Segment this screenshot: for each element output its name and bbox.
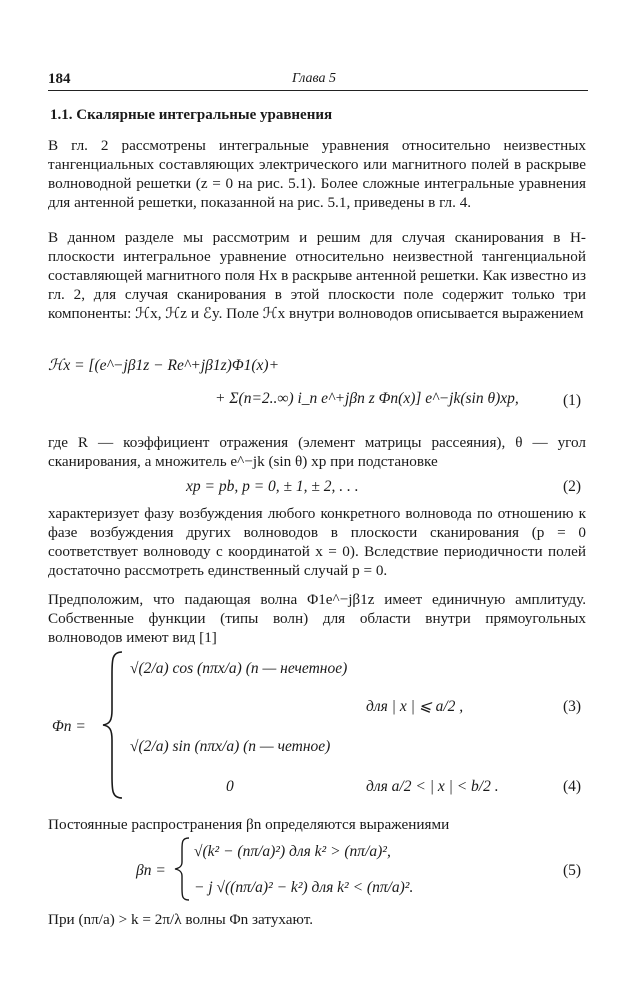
- paragraph-4: характеризует фазу возбуждения любого конкретного волновода по отношению к фазе возбуждения других волноводов в плоскости сканирования (p = 0 соответствует волноводу с координатой x = 0). Вследствие периодичности полей достаточно рассмотреть единственный случай p = 0.: [48, 505, 586, 579]
- equation-5-number: (5): [563, 862, 582, 879]
- equation-2: xp = pb, p = 0, ± 1, ± 2, . . .: [186, 478, 359, 495]
- paragraph-3: где R — коэффициент отражения (элемент матрицы рассеяния), θ — угол сканирования, а множитель e^−jk (sin θ) xp при подстановке: [48, 434, 586, 470]
- header-rule: [48, 90, 588, 91]
- paragraph-6: Постоянные распространения βn определяются выражениями: [48, 816, 450, 833]
- equation-3-case-odd: √(2/a) cos (nπx/a) (n — нечетное): [130, 660, 348, 677]
- paragraph-5: Предположим, что падающая волна Φ1e^−jβ1z имеет единичную амплитуду. Собственные функции (типы волн) для области внутри прямоугольных волноводов имеют вид [1]: [48, 591, 586, 646]
- equation-1-line-2: + Σ(n=2..∞) i_n e^+jβn z Φn(x)] e^−jk(sin θ)xp,: [215, 390, 519, 407]
- equation-3-condition: для | x | ⩽ a/2 ,: [366, 698, 464, 715]
- equation-1-number: (1): [563, 392, 582, 409]
- equation-1-line-1: ℋx = [(e^−jβ1z − Re^+jβ1z)Φ1(x)+: [48, 357, 280, 374]
- paragraph-7: При (nπ/a) > k = 2π/λ волны Φn затухают.: [48, 911, 313, 928]
- left-brace-icon: [172, 836, 192, 902]
- equation-4-condition: для a/2 < | x | < b/2 .: [366, 778, 499, 795]
- running-header: Глава 5: [292, 71, 336, 86]
- equation-5-case-evanescent: − j √((nπ/a)² − k²) для k² < (nπ/a)².: [194, 879, 414, 896]
- equation-4-case: 0: [226, 778, 234, 795]
- page-number: 184: [48, 71, 71, 87]
- section-title: 1.1. Скалярные интегральные уравнения: [50, 107, 333, 123]
- equation-3-lhs: Φn =: [52, 718, 86, 735]
- equation-5-case-propagating: √(k² − (nπ/a)²) для k² > (nπ/a)²,: [194, 843, 391, 860]
- equation-2-number: (2): [563, 478, 582, 495]
- equation-3-case-even: √(2/a) sin (nπx/a) (n — четное): [130, 738, 331, 755]
- equation-5-lhs: βn =: [136, 862, 166, 879]
- paragraph-1: В гл. 2 рассмотрены интегральные уравнения относительно неизвестных тангенциальных составляющих электрического или магнитного полей в раскрыве волноводной решетки (z = 0 на рис. 5.1). Более сложные интегральные уравнения для антенной решетки, показанной на рис. 5.1, приведены в гл. 4.: [48, 137, 586, 211]
- left-brace-icon: [100, 650, 126, 800]
- paragraph-2: В данном разделе мы рассмотрим и решим для случая сканирования в H-плоскости интегральное уравнение относительно неизвестной тангенциальной составляющей магнитного поля Hx в раскрыве антенной решетки. Как известно из гл. 2, для случая сканирования в этой плоскости поле содержит только три компоненты: ℋx, ℋz и ℰy. Поле ℋx внутри волноводов описывается выражением: [48, 229, 586, 322]
- equation-3-number: (3): [563, 698, 582, 715]
- equation-4-number: (4): [563, 778, 582, 795]
